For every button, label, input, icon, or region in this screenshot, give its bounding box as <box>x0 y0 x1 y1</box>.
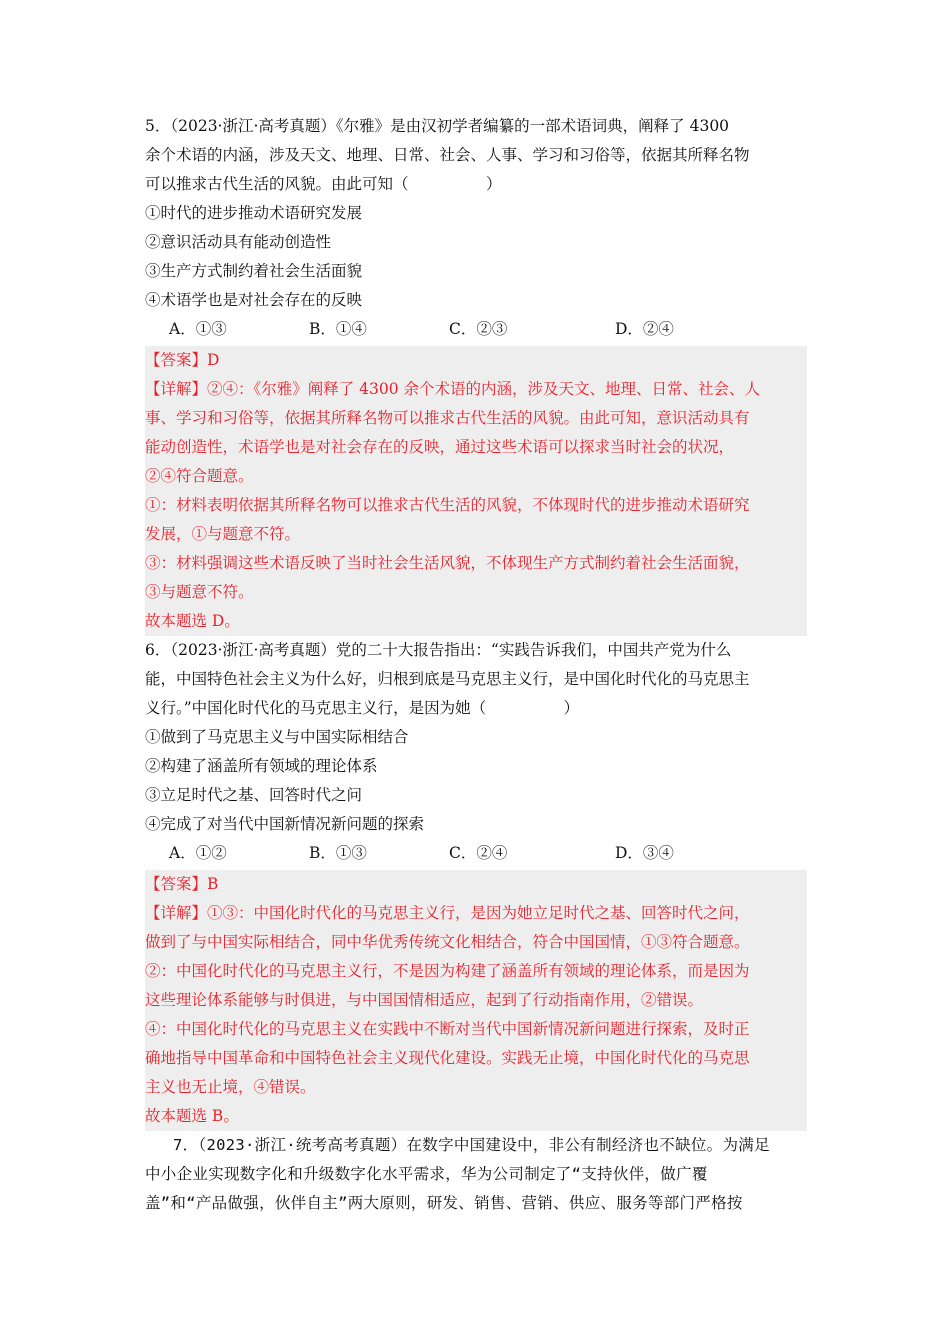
question-stem-line: 义行。”中国化时代化的马克思主义行，是因为她（ ） <box>145 699 580 717</box>
statement-item: ①做到了马克思主义与中国实际相结合 <box>145 728 409 746</box>
detail-line: 这些理论体系能够与时俱进，与中国国情相适应，起到了行动指南作用，②错误。 <box>145 991 704 1009</box>
detail-line: ②④符合题意。 <box>145 467 254 485</box>
question-stem-line: 盖”和“产品做强，伙伴自主”两大原则，研发、销售、营销、供应、服务等部门严格按 <box>145 1194 743 1212</box>
option-d: D．③④ <box>615 844 674 862</box>
detail-line: 能动创造性，术语学也是对社会存在的反映，通过这些术语可以探求当时社会的状况， <box>145 438 735 456</box>
answer-line: 【答案】B <box>145 875 219 893</box>
detail-line: 【详解】①③：中国化时代化的马克思主义行，是因为她立足时代之基、回答时代之问， <box>145 904 750 922</box>
question-stem-line: 余个术语的内涵，涉及天文、地理、日常、社会、人事、学习和习俗等，依据其所释名物 <box>145 146 750 164</box>
detail-line: 故本题选 D。 <box>145 612 240 630</box>
statement-item: ②意识活动具有能动创造性 <box>145 233 332 251</box>
answer-line: 【答案】D <box>145 351 220 369</box>
question-6 <box>145 636 807 1131</box>
answer-block <box>145 346 807 636</box>
detail-line: 主义也无止境，④错误。 <box>145 1078 316 1096</box>
statement-item: ①时代的进步推动术语研究发展 <box>145 204 363 222</box>
option-b: B．①④ <box>309 320 367 338</box>
detail-line: ③与题意不符。 <box>145 583 254 601</box>
option-c: C．②③ <box>449 320 508 338</box>
statement-item: ④术语学也是对社会存在的反映 <box>145 291 363 309</box>
option-a: A．①② <box>169 844 227 862</box>
question-stem-line: 可以推求古代生活的风貌。由此可知（ ） <box>145 175 502 193</box>
option-c: C．②④ <box>449 844 508 862</box>
answer-block <box>145 870 807 1131</box>
detail-line: ③：材料强调这些术语反映了当时社会生活风貌，不体现生产方式制约着社会生活面貌， <box>145 554 750 572</box>
detail-line: 事、学习和习俗等，依据其所释名物可以推求古代生活的风貌。由此可知，意识活动具有 <box>145 409 750 427</box>
detail-line: 做到了与中国实际相结合，同中华优秀传统文化相结合，符合中国国情，①③符合题意。 <box>145 933 750 951</box>
answer-options <box>145 839 807 868</box>
exam-page <box>145 112 807 1218</box>
option-a: A．①③ <box>169 320 227 338</box>
question-7 <box>145 1131 807 1218</box>
question-stem-line: 5．（2023·浙江·高考真题）《尔雅》是由汉初学者编纂的一部术语词典，阐释了 4300 <box>145 117 730 135</box>
option-d: D．②④ <box>615 320 674 338</box>
detail-line: 故本题选 B。 <box>145 1107 239 1125</box>
statement-item: ②构建了涵盖所有领域的理论体系 <box>145 757 378 775</box>
detail-line: 确地指导中国革命和中国特色社会主义现代化建设。实践无止境，中国化时代化的马克思 <box>145 1049 750 1067</box>
detail-line: 【详解】②④：《尔雅》阐释了 4300 余个术语的内涵，涉及天文、地理、日常、社会、人 <box>145 380 761 398</box>
option-b: B．①③ <box>309 844 367 862</box>
statement-item: ③立足时代之基、回答时代之问 <box>145 786 363 804</box>
question-stem-line: 中小企业实现数字化和升级数字化水平需求，华为公司制定了“支持伙伴，做广覆 <box>145 1165 708 1183</box>
question-stem-line: 6．（2023·浙江·高考真题）党的二十大报告指出：“实践告诉我们，中国共产党为什么 <box>145 641 732 659</box>
detail-line: ②：中国化时代化的马克思主义行，不是因为构建了涵盖所有领域的理论体系，而是因为 <box>145 962 750 980</box>
statement-item: ④完成了对当代中国新情况新问题的探索 <box>145 815 425 833</box>
question-5 <box>145 112 807 636</box>
detail-line: 发展，①与题意不符。 <box>145 525 301 543</box>
question-stem-line: 能，中国特色社会主义为什么好，归根到底是马克思主义行，是中国化时代化的马克思主 <box>145 670 750 688</box>
statement-item: ③生产方式制约着社会生活面貌 <box>145 262 363 280</box>
detail-line: ④：中国化时代化的马克思主义在实践中不断对当代中国新情况新问题进行探索，及时正 <box>145 1020 750 1038</box>
detail-line: ①：材料表明依据其所释名物可以推求古代生活的风貌，不体现时代的进步推动术语研究 <box>145 496 750 514</box>
answer-options <box>145 315 807 344</box>
question-stem-line: 7．（2023·浙江·统考高考真题）在数字中国建设中，非公有制经济也不缺位。为满足 <box>173 1136 770 1154</box>
